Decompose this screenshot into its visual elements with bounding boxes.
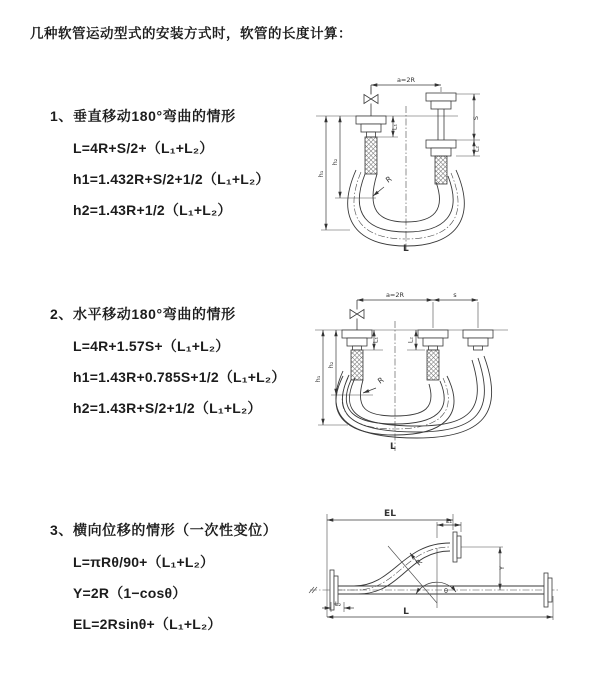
formula-el: EL=2Rsinθ+（L₁+L₂） xyxy=(73,616,222,632)
formula-length: L=4R+S/2+（L₁+L₂） xyxy=(73,140,214,156)
radius-label: R xyxy=(375,375,386,386)
formula-h2: h2=1.43R+1/2（L₁+L₂） xyxy=(73,202,232,218)
dim-h1-label: h₁ xyxy=(317,170,325,178)
diagram-horizontal-u-bend xyxy=(303,281,595,459)
radius-label: R xyxy=(414,557,425,568)
left-pipe-fitting xyxy=(356,116,386,174)
section-1-heading: 1、垂直移动180°弯曲的情形 xyxy=(50,108,236,124)
section-horizontal-movement xyxy=(50,304,286,429)
dim-h2-label: h₂ xyxy=(331,158,339,166)
section-2-heading: 2、水平移动180°弯曲的情形 xyxy=(50,306,236,322)
right-flange-fitting xyxy=(544,573,552,607)
dim-s-label: S xyxy=(472,115,480,121)
dim-h1-label: h₁ xyxy=(314,375,322,383)
dimension-y xyxy=(498,547,506,590)
dimension-a-2r xyxy=(371,76,441,94)
angle-theta-label: θ xyxy=(444,587,448,595)
dim-a-label: a=2R xyxy=(396,76,416,84)
formula-h1: h1=1.43R+0.785S+1/2（L₁+L₂） xyxy=(73,369,286,385)
radius-label: R xyxy=(383,174,394,185)
formula-length: L=4R+1.57S+（L₁+L₂） xyxy=(73,338,230,354)
valve-icon xyxy=(350,300,364,330)
length-label: L xyxy=(403,607,409,617)
angle-theta-construction xyxy=(388,546,456,608)
dim-l1-label: L₁ xyxy=(371,336,380,344)
page-title: 几种软管运动型式的安装方式时，软管的长度计算： xyxy=(30,26,352,41)
dim-l2-label: L₂ xyxy=(334,600,342,608)
length-label: L xyxy=(403,244,409,254)
formula-h1: h1=1.432R+S/2+1/2（L₁+L₂） xyxy=(73,171,270,187)
dimension-h1 xyxy=(314,330,348,425)
formula-h2: h2=1.43R+S/2+1/2（L₁+L₂） xyxy=(73,400,262,416)
formula-y: Y=2R（1−cosθ） xyxy=(73,585,187,601)
radius-callout xyxy=(363,375,385,393)
dimension-l2 xyxy=(473,140,481,156)
dimension-stroke-s xyxy=(433,291,478,328)
section-3-heading: 3、横向位移的情形（一次性变位） xyxy=(50,522,278,538)
dim-l1-label: L₁ xyxy=(445,517,453,525)
dim-a-label: a=2R xyxy=(385,291,405,299)
diagram-lateral-displacement xyxy=(298,496,595,648)
centerline xyxy=(309,587,560,593)
dim-el-label: EL xyxy=(384,509,396,519)
dimension-h1 xyxy=(317,116,350,230)
dimension-el xyxy=(327,509,453,617)
middle-pipe-fitting xyxy=(418,330,448,380)
valve-icon xyxy=(364,85,378,116)
dim-l2-label: L₂ xyxy=(406,336,415,344)
dim-l1-label: L₁ xyxy=(390,123,399,131)
dim-h2-label: h₂ xyxy=(327,361,335,369)
length-label: L xyxy=(390,442,396,452)
dim-s-label: s xyxy=(453,291,457,299)
radius-callout xyxy=(410,553,424,567)
section-vertical-movement xyxy=(50,106,270,231)
dim-l2-label: L₂ xyxy=(472,145,481,153)
diagram-vertical-u-bend xyxy=(308,70,595,262)
dimension-a-2r xyxy=(357,291,433,300)
dimension-l xyxy=(327,596,553,620)
section-lateral-displacement xyxy=(50,520,277,645)
dim-y-label: Y xyxy=(498,566,506,570)
right-pipe-fitting xyxy=(463,330,493,350)
right-pipe-fitting xyxy=(426,93,456,184)
raised-flange-fitting xyxy=(453,532,503,562)
left-pipe-fitting xyxy=(342,330,372,380)
formula-length: L=πRθ/90+（L₁+L₂） xyxy=(73,554,215,570)
